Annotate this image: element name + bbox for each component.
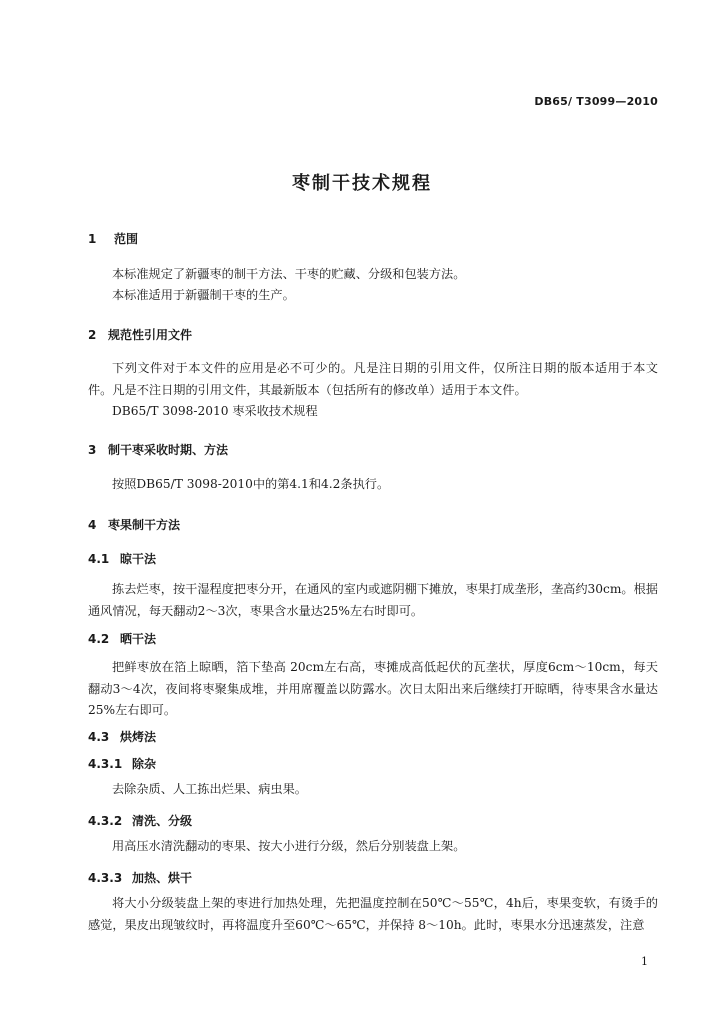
section-heading-4 (88, 516, 180, 533)
section-number: 4.1 (88, 552, 110, 566)
section-heading-4-3-1 (88, 755, 156, 772)
section-title: 范围 (114, 232, 139, 246)
page-number: 1 (641, 955, 648, 968)
section-number: 4.2 (88, 632, 110, 646)
section-title: 烘烤法 (120, 730, 157, 744)
section-title: 晾干法 (120, 552, 157, 566)
section-number: 4.3.3 (88, 871, 123, 885)
document-code: DB65/ T3099—2010 (534, 95, 658, 108)
section-title: 清洗、分级 (132, 814, 193, 828)
paragraph: 按照DB65/T 3098-2010中的第4.1和4.2条执行。 (112, 477, 390, 491)
section-heading-4-3-3 (88, 869, 192, 886)
section-title: 除杂 (132, 757, 157, 771)
paragraph: 去除杂质、人工拣出烂果、病虫果。 (112, 782, 307, 796)
section-number: 4.3.2 (88, 814, 123, 828)
section-heading-4-3 (88, 728, 156, 745)
section-number: 4 (88, 518, 97, 532)
section-number: 3 (88, 443, 97, 457)
section-heading-4-3-2 (88, 812, 192, 829)
section-title: 加热、烘干 (132, 871, 193, 885)
section-heading-4-2 (88, 630, 156, 647)
section-heading-4-1 (88, 550, 156, 567)
section-title: 规范性引用文件 (108, 328, 193, 342)
paragraph: 把鲜枣放在箔上晾晒，箔下垫高 20cm左右高，枣摊成高低起伏的瓦垄状，厚度6cm～10cm，每天翻动3～4次，夜间将枣聚集成堆，并用席覆盖以防露水。次日太阳出来后继续打开晾晒，待枣果含水量达25%左右即可。 (88, 660, 658, 717)
reference-item: DB65/T 3098-2010 枣采收技术规程 (112, 404, 318, 418)
paragraph: 本标准适用于新疆制干枣的生产。 (112, 288, 295, 302)
paragraph: 下列文件对于本文件的应用是必不可少的。凡是注日期的引用文件，仅所注日期的版本适用于本文件。凡是不注日期的引用文件，其最新版本（包括所有的修改单）适用于本文件。 (88, 361, 658, 397)
section-heading-2 (88, 326, 192, 343)
section-number: 1 (88, 232, 97, 246)
section-number: 2 (88, 328, 97, 342)
section-number: 4.3 (88, 730, 110, 744)
section-number: 4.3.1 (88, 757, 123, 771)
paragraph: 拣去烂枣，按干湿程度把枣分开，在通风的室内或遮阴棚下摊放，枣果打成垄形，垄高约30cm。根据通风情况，每天翻动2～3次，枣果含水量达25%左右时即可。 (88, 582, 658, 618)
page-title: 枣制干技术规程 (292, 173, 432, 194)
paragraph: 用高压水清洗翻动的枣果、按大小进行分级，然后分别装盘上架。 (112, 839, 466, 853)
section-title: 晒干法 (120, 632, 157, 646)
section-heading-3 (88, 441, 228, 458)
section-title: 制干枣采收时期、方法 (108, 443, 229, 457)
section-heading-1 (88, 230, 138, 247)
paragraph: 将大小分级装盘上架的枣进行加热处理，先把温度控制在50℃～55℃，4h后，枣果变软，有烫手的感觉，果皮出现皱纹时，再将温度升至60℃～65℃，并保持 8～10h。此时，枣果水分迅速蒸发，注意 (88, 896, 658, 932)
paragraph: 本标准规定了新疆枣的制干方法、干枣的贮藏、分级和包装方法。 (112, 267, 466, 281)
section-title: 枣果制干方法 (108, 518, 181, 532)
